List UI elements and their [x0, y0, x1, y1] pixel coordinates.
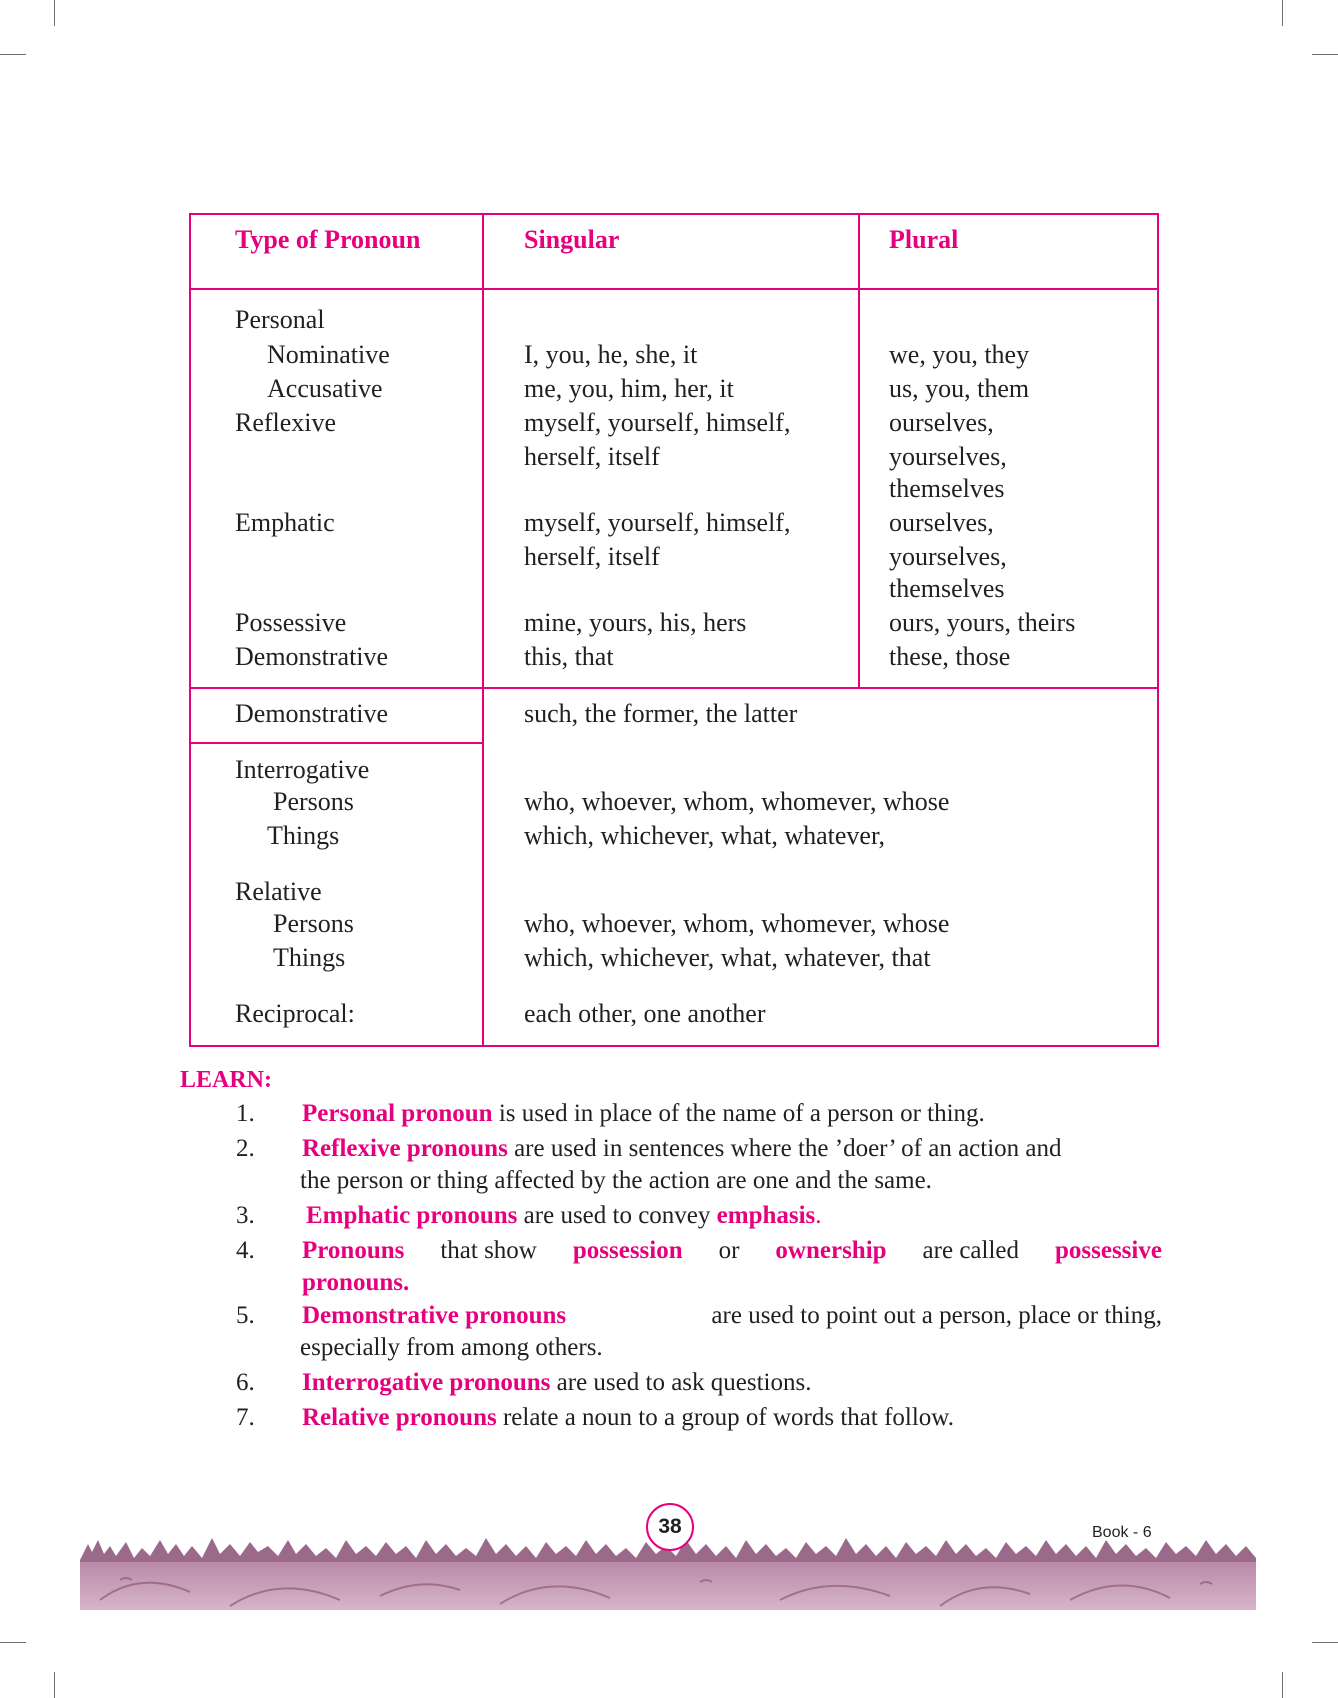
key-term-ownership: ownership — [775, 1237, 887, 1264]
type-relative: Relative — [235, 877, 322, 906]
key-term: Pronouns — [302, 1237, 405, 1264]
type-personal: Personal — [235, 305, 325, 334]
key-term-emphasis: emphasis — [716, 1202, 816, 1229]
interrogative-things-words: which, whichever, what, whatever, — [524, 821, 886, 850]
item-text: are used to point out a person, place or thing, — [711, 1302, 1162, 1329]
item-text-continued: the person or thing affected by the action are one and the same. — [300, 1167, 932, 1194]
type-nominative: Nominative — [267, 340, 390, 369]
column-divider — [858, 215, 860, 689]
learn-title: LEARN: — [180, 1067, 273, 1093]
item-number: 4. — [236, 1237, 255, 1264]
row-divider — [191, 288, 1157, 290]
relative-things-words: which, whichever, what, whatever, that — [524, 943, 931, 972]
learn-item-2 — [236, 1133, 1166, 1197]
plural-possessive: ours, yours, theirs — [889, 608, 1076, 637]
pronoun-table — [189, 213, 1159, 1047]
plural-nominative: we, you, they — [889, 340, 1030, 369]
singular-possessive: mine, yours, his, hers — [524, 608, 747, 637]
crop-mark — [0, 1642, 26, 1643]
type-emphatic: Emphatic — [235, 508, 335, 537]
crop-mark — [1312, 54, 1338, 55]
type-reflexive: Reflexive — [235, 408, 337, 437]
key-term: Interrogative pronouns — [302, 1369, 551, 1396]
key-term-pronouns: pronouns. — [302, 1269, 410, 1296]
item-text: are used to convey — [517, 1202, 717, 1229]
singular-reflexive-1: myself, yourself, himself, — [524, 408, 791, 437]
key-term: Personal pronoun — [302, 1100, 493, 1127]
row-divider — [191, 687, 1157, 689]
singular-emphatic-1: myself, yourself, himself, — [524, 508, 791, 537]
plural-emphatic-1: ourselves, — [889, 508, 994, 537]
type-demonstrative: Demonstrative — [235, 642, 389, 671]
row-divider — [191, 742, 484, 744]
key-term: Demonstrative pronouns — [302, 1302, 567, 1329]
type-accusative: Accusative — [267, 374, 383, 403]
header-plural: Plural — [889, 225, 959, 254]
type-possessive: Possessive — [235, 608, 347, 637]
crop-mark — [1282, 1672, 1283, 1698]
learn-item-6 — [236, 1367, 1166, 1399]
singular-nominative: I, you, he, she, it — [524, 340, 698, 369]
item-text: that show — [440, 1237, 537, 1264]
item-text: are used to ask questions. — [550, 1369, 812, 1396]
item-number: 5. — [236, 1302, 255, 1329]
singular-accusative: me, you, him, her, it — [524, 374, 734, 403]
plural-accusative: us, you, them — [889, 374, 1030, 403]
item-number: 6. — [236, 1369, 255, 1396]
item-number: 3. — [236, 1202, 255, 1229]
interrogative-things: Things — [267, 821, 340, 850]
key-term: Relative pronouns — [302, 1404, 497, 1431]
plural-demonstrative: these, those — [889, 642, 1011, 671]
interrogative-persons: Persons — [273, 787, 354, 816]
singular-emphatic-2: herself, itself — [524, 542, 660, 571]
plural-reflexive-2: yourselves, — [889, 442, 1007, 471]
key-term: Reflexive pronouns — [302, 1135, 508, 1162]
header-type: Type of Pronoun — [235, 225, 421, 254]
crop-mark — [54, 1672, 55, 1698]
type-reciprocal: Reciprocal: — [235, 999, 355, 1028]
key-term: Emphatic pronouns — [306, 1202, 518, 1229]
relative-things: Things — [273, 943, 346, 972]
singular-demonstrative: this, that — [524, 642, 614, 671]
relative-persons: Persons — [273, 909, 354, 938]
item-text: are used in sentences where the ’doer’ of an action and — [507, 1135, 1062, 1162]
demonstrative-words: such, the former, the latter — [524, 699, 798, 728]
item-number: 2. — [236, 1135, 255, 1162]
learn-item-5 — [236, 1300, 1166, 1364]
relative-persons-words: who, whoever, whom, whomever, whose — [524, 909, 950, 938]
key-term-possession: possession — [572, 1237, 683, 1264]
reciprocal-words: each other, one another — [524, 999, 766, 1028]
crop-mark — [1282, 0, 1283, 26]
crop-mark — [0, 54, 26, 55]
item-text: is used in place of the name of a person or thing. — [492, 1100, 985, 1127]
learn-item-7 — [236, 1402, 1166, 1434]
hill-band — [80, 1562, 1256, 1610]
crop-mark — [54, 0, 55, 26]
plural-emphatic-2: yourselves, — [889, 542, 1007, 571]
item-text-continued: especially from among others. — [300, 1334, 603, 1361]
type-demonstrative-2: Demonstrative — [235, 699, 389, 728]
plural-reflexive-1: ourselves, — [889, 408, 994, 437]
header-singular: Singular — [524, 225, 620, 254]
item-text: are called — [922, 1237, 1019, 1264]
type-interrogative: Interrogative — [235, 755, 370, 784]
plural-reflexive-3: themselves — [889, 474, 1005, 503]
learn-item-4 — [236, 1235, 1166, 1299]
learn-item-3 — [236, 1200, 1166, 1232]
item-text: relate a noun to a group of words that follow. — [496, 1404, 954, 1431]
item-number: 1. — [236, 1100, 255, 1127]
interrogative-persons-words: who, whoever, whom, whomever, whose — [524, 787, 950, 816]
book-label: Book - 6 — [1092, 1524, 1152, 1541]
item-text: or — [718, 1237, 740, 1264]
learn-item-1 — [236, 1098, 1166, 1130]
item-punctuation: . — [815, 1202, 822, 1229]
crop-mark — [1312, 1642, 1338, 1643]
plural-emphatic-3: themselves — [889, 574, 1005, 603]
column-divider — [482, 215, 484, 1047]
singular-reflexive-2: herself, itself — [524, 442, 660, 471]
key-term-possessive: possessive — [1054, 1237, 1162, 1264]
item-number: 7. — [236, 1404, 255, 1431]
page-number-badge: 38 — [646, 1503, 694, 1551]
